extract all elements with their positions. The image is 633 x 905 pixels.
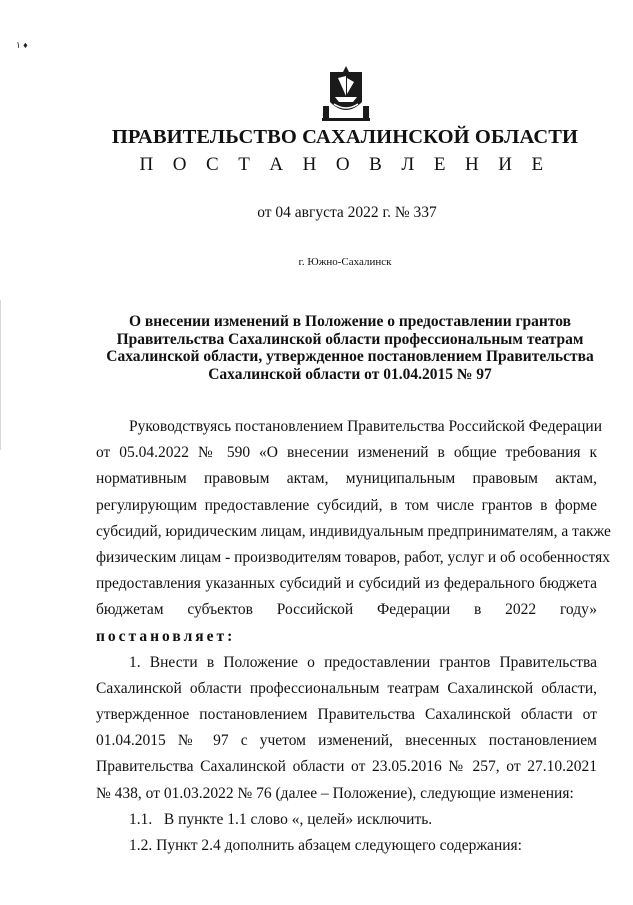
paragraph-line: регулирующим предоставление субсидий, в том числе грантов в форме [96, 496, 597, 514]
document-type: П О С Т А Н О В Л Е Н И Е [139, 154, 551, 175]
subject-line: Сахалинской области, утвержденное постановлением Правительства [106, 348, 594, 365]
paragraph-line: Сахалинской области профессиональным театрам Сахалинской области, [96, 679, 597, 697]
organization-title: ПРАВИТЕЛЬСТВО САХАЛИНСКОЙ ОБЛАСТИ [111, 126, 579, 148]
paragraph-line: предоставления указанных субсидий и субсидий из федерального бюджета [96, 575, 597, 593]
paragraph-line: субсидий, юридическим лицам, индивидуальным предпринимателям, а также [96, 522, 611, 540]
paragraph-line: утвержденное постановлением Правительства Сахалинской области от [96, 706, 597, 724]
item-1-1: 1.1. В пункте 1.1 слово «, целей» исключить. [129, 810, 433, 828]
document-date-number: от 04 августа 2022 г. № 337 [257, 204, 437, 221]
document-city: г. Южно-Сахалинск [298, 256, 392, 268]
document-subject [100, 313, 600, 383]
paragraph-line: 01.04.2015 № 97 с учетом изменений, внесенных постановлением [96, 732, 597, 750]
paragraph-line: бюджетам субъектов Российской Федерации в 2022 году» [96, 601, 597, 619]
paragraph-line: Руководствуясь постановлением Правительства Российской Федерации [129, 418, 602, 435]
subject-line: Сахалинской области от 01.04.2015 № 97 [208, 365, 492, 383]
paragraph-line: физическим лицам - производителям товаров, работ, услуг и об особенностях [96, 548, 610, 566]
sakhalin-coat-of-arms-icon [322, 66, 370, 122]
paragraph-line: Правительства Сахалинской области от 23.05.2016 № 257, от 27.10.2021 [96, 758, 597, 776]
scan-artifact: ١ ♦ [16, 40, 28, 50]
paragraph-line: нормативным правовым актам, муниципальным правовым актам, [96, 470, 597, 488]
paragraph-line: № 438, от 01.03.2022 № 76 (далее – Положение), следующие изменения: [96, 784, 574, 802]
document-body [96, 414, 611, 859]
paragraph-line: 1. Внести в Положение о предоставлении грантов Правительства [129, 653, 597, 671]
item-1-2: 1.2. Пункт 2.4 дополнить абзацем следующего содержания: [129, 837, 522, 854]
decree-word: постановляет: [96, 627, 236, 645]
subject-line: О внесении изменений в Положение о предоставлении грантов [129, 313, 571, 330]
subject-line: Правительства Сахалинской области профессиональным театрам [116, 330, 584, 348]
scan-edge-line [0, 300, 1, 450]
paragraph-line: от 05.04.2022 № 590 «О внесении изменений в общие требования к [96, 444, 597, 462]
